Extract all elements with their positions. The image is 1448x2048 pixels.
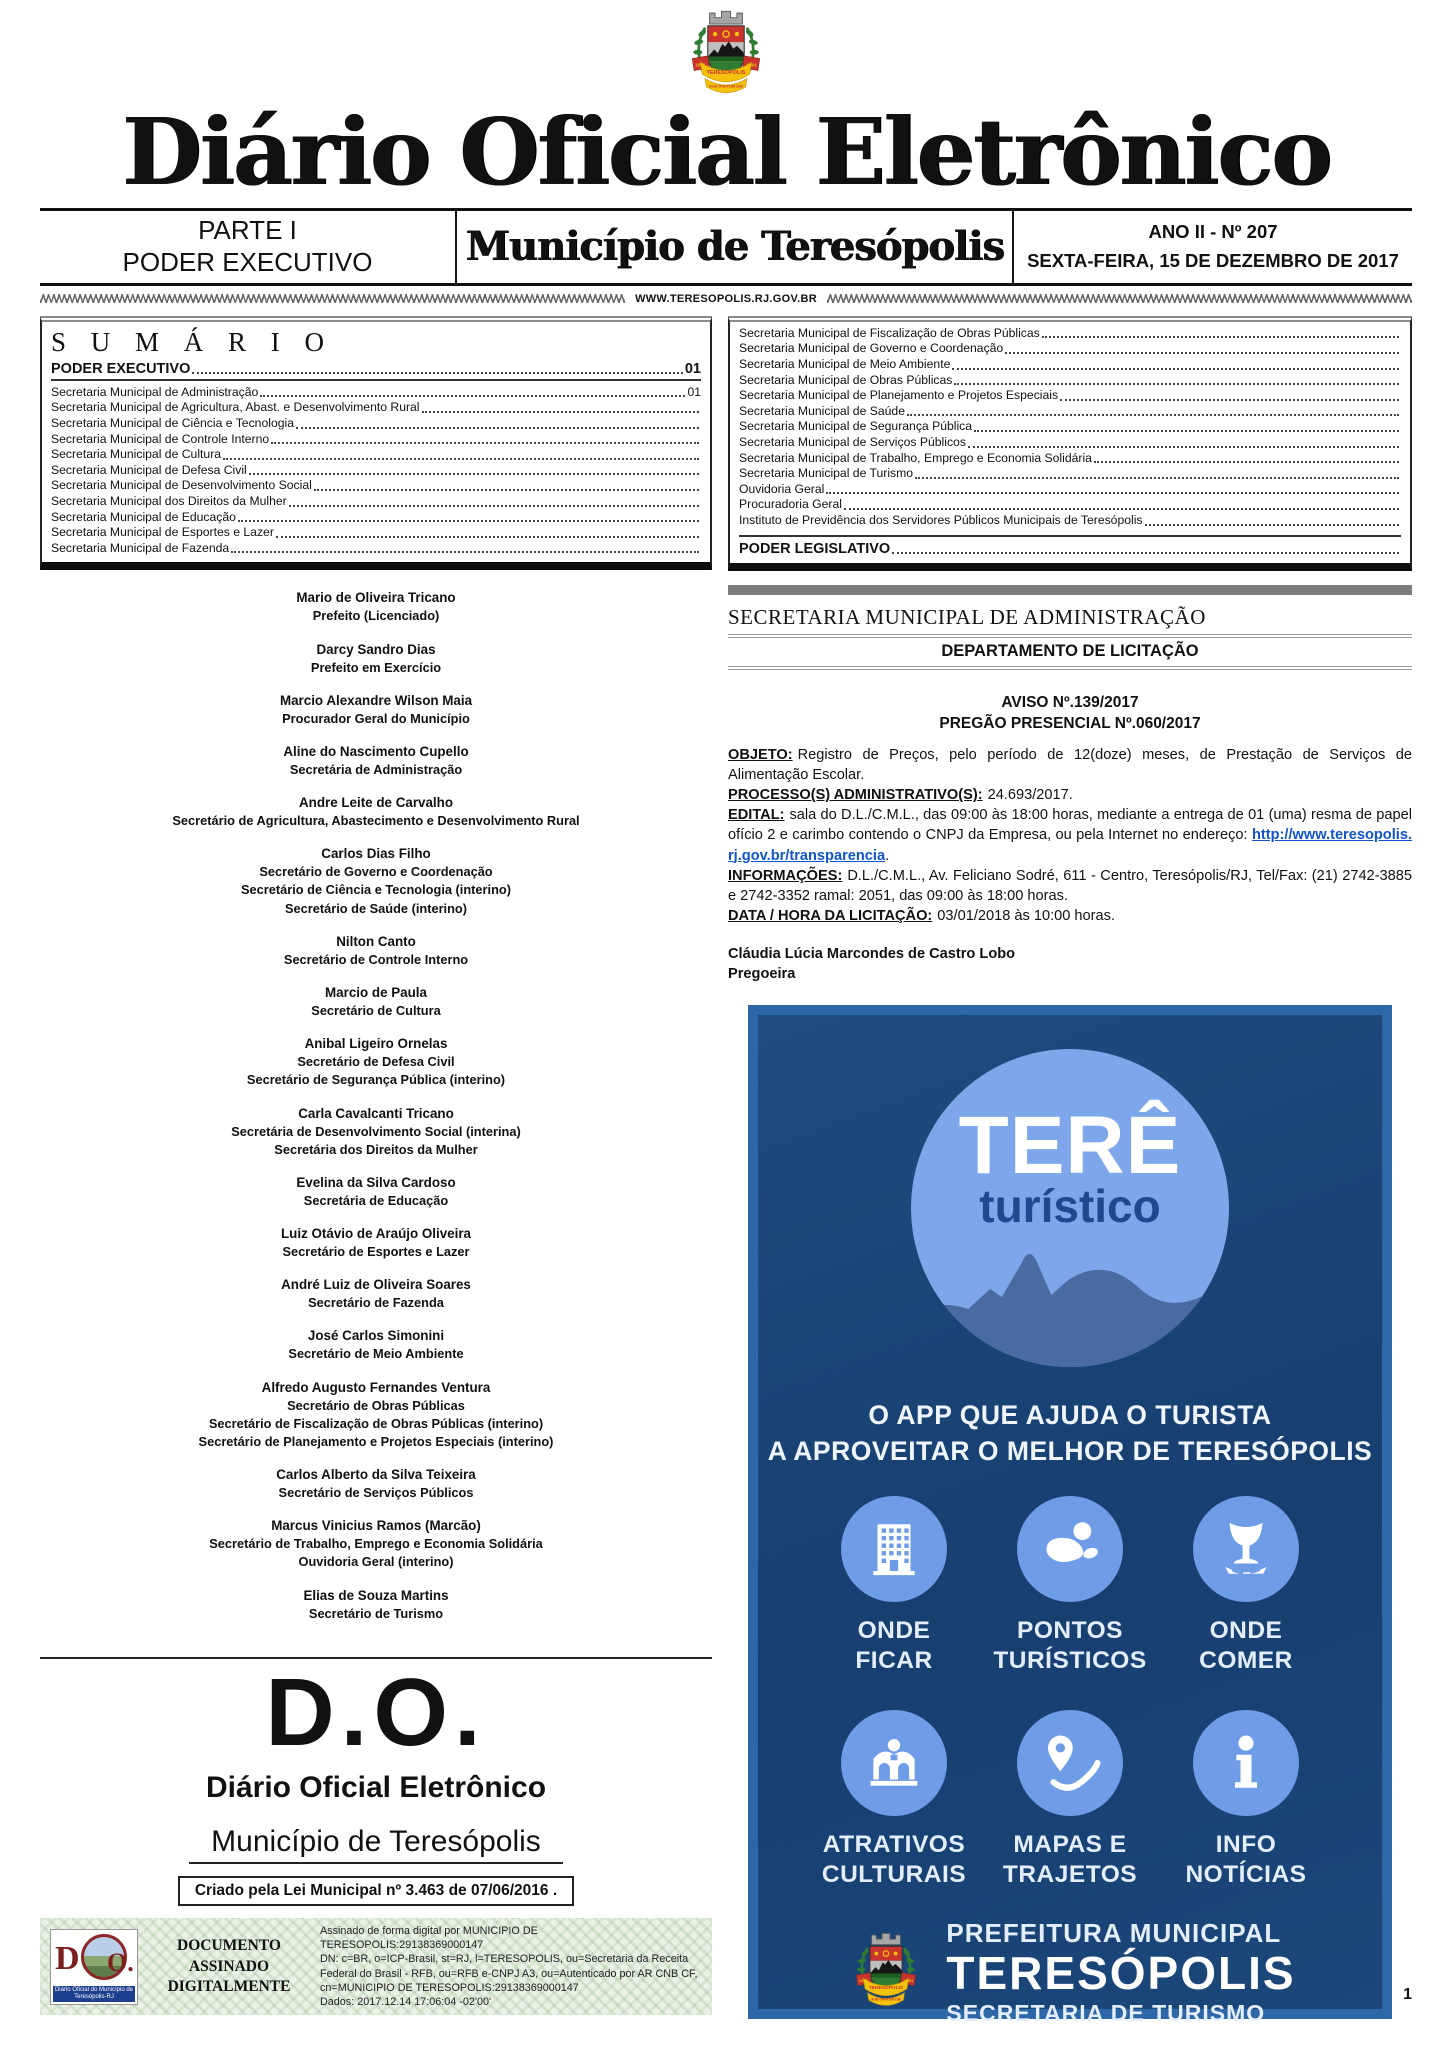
summary-item-label: Secretaria Municipal de Saúde [739,403,905,418]
official-name: Luiz Otávio de Araújo Oliveira [281,1226,471,1242]
dot-leader [1042,336,1399,338]
paragraph-label: EDITAL: [728,807,785,824]
summary-exec-page: 01 [684,360,701,377]
paragraph-text: 24.693/2017. [987,787,1073,804]
summary-item [739,466,1401,482]
app-feature [1158,1710,1334,1890]
notice-signature [728,944,1412,985]
issue-date: SEXTA-FEIRA, 15 DE DEZEMBRO DE 2017 [1027,250,1399,272]
feature-icon-circle [841,1496,947,1602]
summary-item-label: Secretaria Municipal de Turismo [739,466,914,481]
summary-item-label: Secretaria Municipal dos Direitos da Mulher [51,493,287,508]
dot-leader [1005,352,1399,354]
dot-leader [231,551,699,553]
info-icon [1213,1730,1279,1796]
dot-leader [192,372,682,374]
official-roles: Secretário de Agricultura, Abastecimento e Desenvolvimento Rural [172,813,580,829]
feature-icon-circle [841,1710,947,1816]
do-logo-caption: Diário Oficial do Município de Teresópolis-RJ [54,1986,134,2000]
signer-role: Pregoeira [728,966,796,983]
section-divider-bar [728,585,1412,595]
summary-item-label: Secretaria Municipal de Obras Públicas [739,372,953,387]
official-entry [40,1326,712,1363]
official-entry [40,1104,712,1159]
official-roles: Secretária de Administração [289,761,463,777]
official-entry [40,793,712,830]
app-feature [806,1496,982,1676]
summary-item [739,404,1401,420]
paragraph-text: D.L./C.M.L., Av. Feliciano Sodré, 611 - Centro, Teresópolis/RJ, Tel/Fax: (21) 2742-3885 e 2742-3352 ramal: 2051, das 09:00 às 18:00 horas. [728,867,1412,904]
transparency-link[interactable]: http://www.teresopolis.rj.gov.br/transparencia [728,827,1412,864]
dot-leader [1060,399,1399,401]
app-name: TERÊ [958,1099,1182,1191]
dot-leader [974,430,1399,432]
official-roles: Secretário de Governo e Coordenação Secretário de Ciência e Tecnologia (interino) Secretário de Saúde (interino) [241,864,511,916]
municipality-title: Município de Teresópolis [465,223,1004,271]
dot-leader [296,427,699,429]
official-name: Marcus Vinicius Ramos (Marcão) [271,1518,481,1534]
paragraph-text: sala do D.L./C.M.L., das 09:00 às 18:00 horas, mediante a entrega de 01 (uma) resma de papel ofício 2 e carimbo contendo o CNPJ da Empresa, ou pela Internet no endereço: [728,807,1412,844]
official-entry [40,742,712,779]
summary-item-label: Secretaria Municipal de Administração [51,384,259,399]
hotel-icon [861,1516,927,1582]
summary-legislative-row [739,535,1401,557]
feature-icon-circle [1017,1710,1123,1816]
official-roles: Secretário de Trabalho, Emprego e Economia Solidária Ouvidoria Geral (interino) [209,1536,543,1570]
officials-list [40,588,712,1622]
wine-glass-icon [1213,1516,1279,1582]
app-feature [1158,1496,1334,1676]
summary-item-label: Secretaria Municipal de Segurança Pública [739,419,973,434]
banner-footer-line1: PREFEITURA MUNICIPAL [946,1917,1282,1948]
banner-footer-line3: SECRETARIA DE TURISMO [946,2000,1266,2027]
official-roles: Secretária de Educação [303,1192,449,1208]
dot-leader [260,395,685,397]
official-entry [40,844,712,918]
gazette-title: Diário Oficial Eletrônico [121,98,1331,206]
official-roles: Secretário de Fazenda [308,1295,444,1311]
dot-leader [422,411,699,413]
official-entry [40,983,712,1020]
digital-signature-details: Assinado de forma digital por MUNICIPIO DE TERESOPOLIS:29138369000147 DN: c=BR, o=ICP-Brasil, st=RJ, l=TERESOPOLIS, ou=Secretaria da Receita Federal do Brasil - RFB, ou=RFB e-CNPJ A3, ou=Autenticado por AR CNB CF, cn=MUNICIPIO DE TERESOPOLIS:29138369000147 Dados: 2017.12.14 17:06:04 -02'00' [320,1924,698,2009]
official-name: Marcio Alexandre Wilson Maia [279,692,473,708]
summary-item-label: Secretaria Municipal de Ciência e Tecnologia [51,416,294,431]
map-points-icon [1037,1516,1103,1582]
official-roles: Prefeito em Exercício [310,659,442,675]
url-divider [40,292,1412,306]
summary-item-label: Procuradoria Geral [739,497,842,512]
official-name: José Carlos Simonini [307,1328,445,1344]
summary-item-label: Secretaria Municipal de Defesa Civil [51,462,247,477]
official-entry [40,588,712,625]
official-entry [40,1516,712,1571]
summary-item [739,497,1401,513]
official-entry [40,1275,712,1312]
municipal-coat-of-arms [678,4,774,106]
monument-icon [861,1730,927,1796]
municipal-coat-of-arms-small [844,1927,928,2017]
dot-leader [954,383,1399,385]
official-name: Darcy Sandro Dias [316,641,436,657]
summary-item [51,447,701,463]
official-roles: Secretário de Obras Públicas Secretário de Fiscalização de Obras Públicas (interino) Secretário de Planejamento e Projetos Especiais (interino) [198,1397,554,1449]
official-entry [40,640,712,677]
summary-left-list [51,385,701,557]
summary-item [739,357,1401,373]
header-part-cell [40,211,457,283]
official-roles: Secretário de Controle Interno [283,951,469,967]
summary-item [51,478,701,494]
do-monogram: D.O. [265,1658,487,1766]
summary-item [51,416,701,432]
feature-label: PONTOS TURÍSTICOS [993,1617,1147,1674]
dot-leader [1094,461,1399,463]
official-name: Carlos Alberto da Silva Teixeira [276,1467,476,1483]
header-issue-cell [1012,211,1412,283]
summary-item [739,373,1401,389]
banner-footer-line2: TERESÓPOLIS [946,1946,1296,1999]
dot-leader [223,458,699,460]
dot-leader [968,446,1399,448]
summary-item [739,435,1401,451]
issue-number: ANO II - Nº 207 [1148,221,1278,243]
dot-leader [1145,524,1399,526]
official-roles: Secretária de Desenvolvimento Social (interina) Secretária dos Direitos da Mulher [231,1123,521,1157]
official-name: Carlos Dias Filho [321,846,431,862]
feature-icon-circle [1193,1710,1299,1816]
summary-item [739,482,1401,498]
page-number: 1 [1403,1986,1412,2003]
summary-item [51,463,701,479]
official-roles: Secretário de Meio Ambiente [288,1346,464,1362]
summary-title: S U M Á R I O [51,326,334,357]
app-features-grid [758,1496,1382,1890]
official-entry [40,1586,712,1623]
summary-item-label: Secretaria Municipal de Governo e Coordenação [739,341,1004,356]
notice-paragraph [728,866,1412,906]
dot-leader [238,520,699,522]
summary-item-page: 01 [687,384,701,399]
app-tagline-line2: A APROVEITAR O MELHOR DE TERESÓPOLIS [767,1436,1373,1467]
summary-item [739,341,1401,357]
feature-icon-circle [1193,1496,1299,1602]
summary-item-label: Secretaria Municipal de Trabalho, Emprego e Economia Solidária [739,450,1092,465]
dot-leader [907,414,1399,416]
dot-leader [276,536,699,538]
official-roles: Secretário de Serviços Públicos [278,1485,474,1501]
summary-item-label: Secretaria Municipal de Fazenda [51,540,230,555]
summary-item [51,432,701,448]
app-tagline [768,1397,1372,1470]
digital-signature-strip [40,1918,712,2016]
official-name: André Luiz de Oliveira Soares [281,1277,471,1293]
dot-leader [826,492,1399,494]
official-name: Nilton Canto [336,933,416,949]
summary-exec-row [51,361,701,381]
summary-legislative-label: PODER LEGISLATIVO [739,540,891,557]
summary-item-label: Secretaria Municipal de Serviços Públicos [739,434,966,449]
official-name: Aline do Nascimento Cupello [283,743,469,759]
paragraph-text: Registro de Preços, pelo período de 12(doze) meses, de Prestação de Serviços de Alimentação Escolar. [728,746,1412,784]
dot-leader [892,552,1399,554]
app-tagline-line1: O APP QUE AJUDA O TURISTA [868,1399,1272,1430]
summary-box-right [728,316,1412,571]
feature-icon-circle [1017,1496,1123,1602]
summary-item-label: Secretaria Municipal de Meio Ambiente [739,357,951,372]
summary-item [51,541,701,557]
do-footer-municipality: Município de Teresópolis [189,1825,563,1864]
part-label: PARTE I [198,215,297,246]
tourism-app-banner [748,1005,1392,2027]
summary-item [51,400,701,416]
notice-paragraph [728,785,1412,805]
feature-label: INFO NOTÍCIAS [1185,1830,1307,1888]
official-name: Carla Cavalcanti Tricano [298,1105,454,1121]
banner-footer [844,1918,1295,2028]
dot-leader [844,508,1399,510]
notice-number: AVISO Nº.139/2017 [1001,693,1139,711]
official-name: Andre Leite de Carvalho [298,795,454,811]
summary-item [51,525,701,541]
official-name: Anibal Ligeiro Ornelas [304,1036,448,1052]
official-entry [40,1465,712,1502]
section-heading: SECRETARIA MUNICIPAL DE ADMINISTRAÇÃO [728,605,1412,638]
website-url: WWW.TERESOPOLIS.RJ.GOV.BR [635,292,817,305]
summary-item-label: Ouvidoria Geral [739,481,825,496]
notice-body [728,745,1412,926]
summary-item [51,385,701,401]
official-roles: Procurador Geral do Município [282,710,470,726]
summary-item [739,513,1401,529]
do-footer [40,1657,712,1906]
dot-leader [314,489,699,491]
paragraph-label: DATA / HORA DA LICITAÇÃO: [728,907,933,924]
summary-exec-label: PODER EXECUTIVO [51,360,191,377]
do-logo-letter-d: D [55,1939,80,1977]
header-band [40,208,1412,286]
summary-item [739,388,1401,404]
official-name: Marcio de Paula [325,984,427,1000]
signed-document-stamp: DOCUMENTO ASSINADO DIGITALMENTE [167,1937,291,1995]
official-roles: Secretário de Esportes e Lazer [282,1244,470,1260]
official-entry [40,1378,712,1452]
mountain-silhouette-icon [911,1217,1229,1367]
branch-label: PODER EXECUTIVO [122,246,373,277]
dot-leader [249,473,699,475]
official-name: Elias de Souza Martins [303,1587,449,1603]
feature-label: ONDE FICAR [855,1617,933,1674]
app-feature [982,1710,1158,1890]
feature-label: MAPAS E TRAJETOS [1002,1830,1138,1888]
paragraph-text-after: . [885,847,890,864]
notice-paragraph [728,906,1412,926]
do-footer-title: Diário Oficial Eletrônico [205,1770,547,1804]
dot-leader [271,442,699,444]
paragraph-label: OBJETO: [728,746,793,763]
official-entry [40,1173,712,1210]
summary-item [739,419,1401,435]
official-entry [40,691,712,728]
summary-item-label: Secretaria Municipal de Fiscalização de Obras Públicas [739,325,1040,340]
official-name: Alfredo Augusto Fernandes Ventura [261,1379,491,1395]
summary-item [739,326,1401,342]
paragraph-text: 03/01/2018 às 10:00 horas. [937,907,1115,924]
dot-leader [952,368,1399,370]
zigzag-ornament-right [827,294,1412,303]
summary-item-label: Secretaria Municipal de Desenvolvimento Social [51,478,312,493]
route-pin-icon [1037,1730,1103,1796]
summary-item-label: Secretaria Municipal de Cultura [51,447,222,462]
department-heading: DEPARTAMENTO DE LICITAÇÃO [728,638,1412,670]
do-logo [50,1929,138,2005]
app-subname: turístico [979,1179,1161,1232]
law-box: Criado pela Lei Municipal nº 3.463 de 07/06/2016 . [178,1876,574,1906]
official-name: Mario de Oliveira Tricano [296,590,456,606]
official-roles: Secretário de Defesa Civil Secretário de Segurança Pública (interino) [246,1054,506,1088]
notice-modality: PREGÃO PRESENCIAL Nº.060/2017 [939,715,1201,733]
summary-item-label: Secretaria Municipal de Controle Interno [51,431,270,446]
summary-item [739,451,1401,467]
summary-item-label: Secretaria Municipal de Agricultura, Abast. e Desenvolvimento Rural [51,400,420,415]
dot-leader [915,477,1399,479]
summary-item-label: Secretaria Municipal de Esportes e Lazer [51,525,274,540]
official-entry [40,1034,712,1089]
notice-paragraph [728,745,1412,785]
summary-item [51,510,701,526]
summary-item-label: Secretaria Municipal de Planejamento e Projetos Especiais [739,388,1059,403]
app-logo-circle [911,1049,1229,1367]
summary-item-label: Secretaria Municipal de Educação [51,509,236,524]
official-entry [40,1224,712,1261]
app-feature [806,1710,982,1890]
zigzag-ornament-left [40,294,625,303]
summary-right-list [739,326,1401,529]
paragraph-label: PROCESSO(S) ADMINISTRATIVO(S): [728,787,983,804]
app-feature [982,1496,1158,1676]
official-name: Evelina da Silva Cardoso [296,1174,456,1190]
summary-item-label: Instituto de Previdência dos Servidores Públicos Municipais de Teresópolis [739,512,1143,527]
official-roles: Secretário de Turismo [308,1605,444,1621]
feature-label: ATRATIVOS CULTURAIS [821,1830,967,1888]
summary-box-left [40,316,712,571]
official-roles: Secretário de Cultura [311,1003,441,1019]
summary-item [51,494,701,510]
signer-name: Cláudia Lúcia Marcondes de Castro Lobo [728,946,1016,963]
notice-paragraph [728,805,1412,865]
official-roles: Prefeito (Licenciado) [312,608,440,624]
paragraph-label: INFORMAÇÕES: [728,867,843,884]
dot-leader [289,505,699,507]
do-logo-letter-o: O. [107,1947,134,1977]
feature-label: ONDE COMER [1199,1617,1293,1674]
official-entry [40,932,712,969]
